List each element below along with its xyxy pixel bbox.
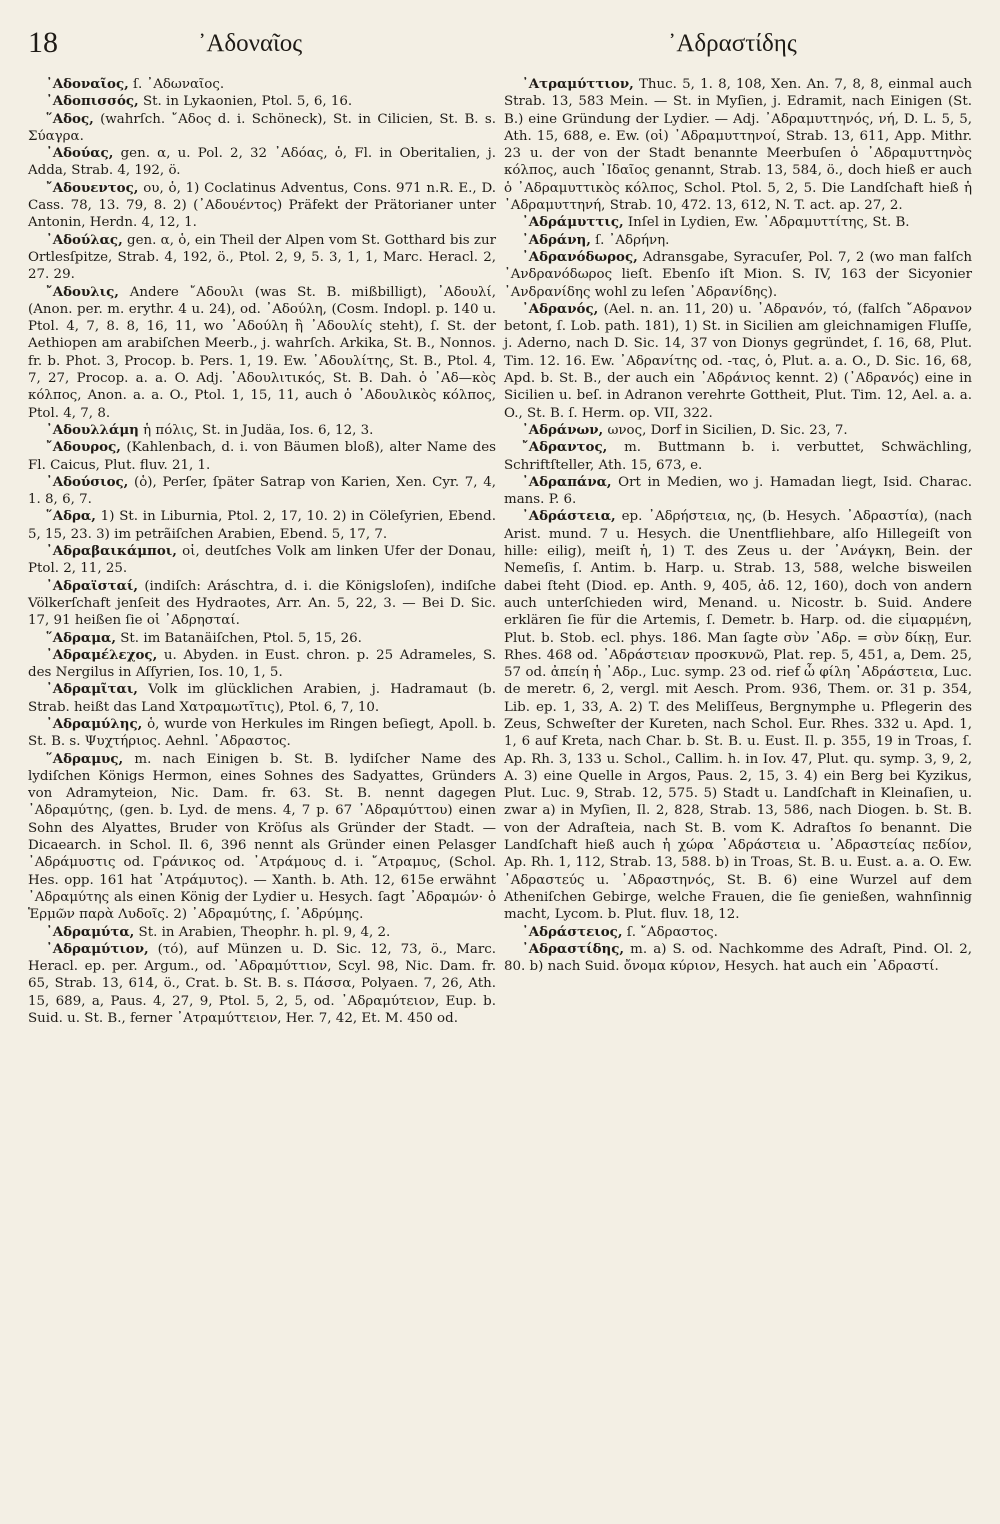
- dictionary-entry: [504, 439, 972, 474]
- dictionary-entry: [28, 630, 496, 647]
- entry-headword: ᾽Αδραμύτα,: [46, 923, 135, 940]
- entry-text: m. Buttmann b. i. verbuttet, Schwächling, Schriftſteller, Ath. 15, 673, e.: [504, 440, 972, 473]
- entry-headword: ᾽Αδουλλάμη: [46, 421, 139, 438]
- entry-headword: ᾽Αδραπάνα,: [522, 473, 612, 490]
- entry-headword: ᾽Αδοναῖος,: [46, 76, 129, 92]
- entry-text: m. a) S. od. Nachkomme des Adraſt, Pind. Ol. 2, 80. b) nach Suid. ὄνομα κύριον, Hesych. hat auch ein ᾽Αδραστί.: [504, 941, 972, 975]
- left-column: [28, 76, 496, 1027]
- entry-headword: ᾽Αδούας,: [46, 145, 114, 162]
- entry-text: m. nach Einigen b. St. B. lydiſcher Name des lydiſchen Königs Hermon, eines Sohnes des Sadyattes, Gründers von Adramyteion, Nic. Dam. fr. 63. St. B. nennt dagegen ᾽Αδραμύτης, (gen. b. Lyd. de mens. 4, 7 p. 67 ᾽Αδραμύττου) einen Sohn des Alyattes, Bruder von Kröſus als Gründer der Stadt. — Dicaearch. in Schol. Il. 6, 396 nennt als Gründer einen Pelasger ᾽Αδράμυστις od. Γράνικος od. ᾽Ατράμους d. i. ῎Ατραμυς, (Schol. Hes. opp. 161 hat ᾽Ατράμυτος). — Xanth. b. Ath. 12, 615e erwähnt ᾽Αδραμύτης als einen König der Lydier u. Hesych. ſagt ᾽Αδραμών· ὁ Ἑρμῶν παρὰ Λυδοῖς. 2) ᾽Αδραμύτης, ſ. ᾽Αδρύμης.: [28, 751, 496, 923]
- dictionary-entry: [28, 578, 496, 630]
- entry-text: gen. α, ὁ, ein Theil der Alpen vom St. Gotthard bis zur Ortlesſpitze, Strab. 4, 192, ö., Ptol. 2, 9, 5. 3, 1, 1, Marc. Heracl. 2, 27. 29.: [28, 232, 496, 283]
- entry-headword: ᾽Ατραμύττιον,: [522, 76, 634, 92]
- entry-headword: ᾽Αδράμυττις,: [522, 214, 624, 231]
- dictionary-entry: [504, 422, 972, 439]
- entry-text: (wahrſch. ῎Αδος d. i. Schöneck), St. in Cilicien, St. B. s. Σύαγρα.: [28, 111, 496, 144]
- entry-text: (Kahlenbach, d. i. von Bäumen bloß), alter Name des Fl. Caicus, Plut. fluv. 21, 1.: [28, 440, 496, 473]
- entry-headword: ᾽Αδραστίδης,: [522, 940, 625, 957]
- entry-text: 1) St. in Liburnia, Ptol. 2, 17, 10. 2) in Cöleſyrien, Ebend. 5, 15, 23. 3) im petrãiſchen Arabien, Ebend. 5, 17, 7.: [28, 509, 496, 542]
- entry-headword: ῎Αδουλις,: [46, 283, 119, 300]
- dictionary-entry: [28, 474, 496, 509]
- entry-headword: ῞Αδραμα,: [46, 629, 116, 646]
- dictionary-entry: [504, 214, 972, 231]
- entry-text: Ort in Medien, wo j. Hamadan liegt, Isid. Charac. mans. P. 6.: [504, 474, 972, 508]
- entry-text: St. in Lykaonien, Ptol. 5, 6, 16.: [138, 94, 353, 110]
- entry-headword: ῞Αδος,: [46, 110, 94, 127]
- entry-headword: ῞Αδρα,: [46, 508, 96, 525]
- entry-text: ὁ, wurde von Herkules im Ringen beſiegt, Apoll. b. St. B. s. Ψυχτήριος. Aehnl. ᾽Αδραστος.: [28, 716, 496, 750]
- entry-text: Andere ῎Αδουλι (was St. B. mißbilligt), ᾽Αδουλί, (Anon. per. m. erythr. 4 u. 24), od. ᾽Αδούλη, (Cosm. Indopl. p. 140 u. Ptol. 4, 7, 8. 8, 16, 11, wo ᾽Αδούλη ἢ ᾽Αδουλίς steht), ſ. St. der Aethiopen am arabiſchen Meerb., j. wahrſch. Arkika, St. B., Nonnos. fr. b. Phot. 3, Procop. b. Pers. 1, 19. Ew. ᾽Αδουλίτης, St. B., Ptol. 4, 7, 27, Procop. a. a. O. Adj. ᾽Αδουλιτικός, St. B. Dah. ὁ ᾽Αδ—κὸς κόλπος, Anon. a. a. O., Ptol. 1, 15, 11, auch ὁ ᾽Αδουλικὸς κόλπος, Ptol. 4, 7, 8.: [28, 284, 496, 421]
- page-header: [28, 22, 972, 66]
- dictionary-entry: [28, 93, 496, 110]
- entry-headword: ῎Αδουρος,: [46, 439, 121, 456]
- entry-text: οἱ, deutſches Volk am linken Ufer der Donau, Ptol. 2, 11, 25.: [28, 544, 496, 577]
- entry-headword: ῎Αδουεντος,: [46, 179, 139, 196]
- entry-headword: ᾽Αδοπισσός,: [46, 93, 139, 110]
- entry-headword: ᾽Αδραμύτιον,: [46, 940, 149, 957]
- dictionary-entry: [504, 249, 972, 301]
- dictionary-entry: [28, 647, 496, 682]
- entry-headword: ᾽Αδραϊσταί,: [46, 577, 139, 594]
- dictionary-entry: [504, 301, 972, 422]
- entry-text: St. im Batanäiſchen, Ptol. 5, 15, 26.: [116, 630, 362, 646]
- entry-text: ep. ᾽Αδρήστεια, ης, (b. Hesych. ᾽Αδραστία), (nach Arist. mund. 7 u. Hesych. die Unentfliehbare, alſo Hillegeiſt von hille: eilig), meiſt ἡ, 1) T. des Zeus u. der ᾽Ανάγκη, Bein. der Nemeſis, ſ. Antim. b. Harp. u. Strab. 13, 588, welche bisweilen dabei ſteht (Diod. ep. Anth. 9, 405, ἀδ. 12, 160), doch von andern auch unterſchieden wird, Menand. u. Nicostr. b. Suid. Andere erklären ſie für die Artemis, ſ. Demetr. b. Harp. od. die εἱμαρμένη, Plut. b. Stob. ecl. phys. 186. Man ſagte σὺν ᾽Αδρ. = σὺν δίκῃ, Eur. Rhes. 468 od. ᾽Αδράστειαν προσκυνῶ, Plat. rep. 5, 451, a, Dem. 25, 57 od. ἀπείη ἡ ᾽Αδρ., Luc. symp. 23 od. rief ὦ φίλη ᾽Αδράστεια, Luc. de meretr. 6, 2, vergl. mit Aesch. Prom. 936, Them. or. 31 p. 354, Lib. ep. 1, 33, A. 2) T. des Meliſſeus, Bergnymphe u. Pflegerin des Zeus, Schweſter der Kureten, nach Schol. Eur. Rhes. 332 u. Apd. 1, 1, 6 auf Kreta, nach Char. b. St. B. u. Eust. Il. p. 355, 19 in Troas, ſ. Ap. Rh. 3, 133 u. Schol., Callim. h. in Iov. 47, Plut. qu. symp. 3, 9, 2, A. 3) eine Quelle in Argos, Paus. 2, 15, 3. 4) ein Berg bei Kyzikus, Plut. Luc. 9, Strab. 12, 575. 5) Stadt u. Landſchaft in Kleinaſien, u. zwar a) in Myſien, Il. 2, 828, Strab. 13, 586, nach Diogen. b. St. B. von der Adraſteia, nach St. B. vom K. Adraſtos ſo benannt. Die Landſchaft hieß auch ἡ χώρα ᾽Αδράστεια u. ᾽Αδραστείας πεδίον, Ap. Rh. 1, 112, Strab. 13, 588. b) in Troas, St. B. u. Eust. a. a. O. Ew. ᾽Αδραστεύς u. ᾽Αδραστηνός, St. B. 6) eine Wurzel auf dem Atheniſchen Gebirge, welche Frauen, die ſie genießen, wahnſinnig macht, Lycom. b. Plut. fluv. 18, 12.: [504, 509, 972, 923]
- dictionary-entry: [28, 543, 496, 578]
- entry-text: St. in Arabien, Theophr. h. pl. 9, 4, 2.: [134, 924, 391, 940]
- entry-headword: ᾽Αδραμῖται,: [46, 681, 138, 698]
- dictionary-entry: [504, 508, 972, 923]
- entry-text: Adransgabe, Syracuſer, Pol. 7, 2 (wo man falſch ᾽Ανδρανόδωρος lieſt. Ebenſo iſt Mion. S. IV, 163 der Sicyonier ᾽Ανδρανίδης wohl zu leſen ᾽Αδρανίδης).: [504, 249, 972, 300]
- entry-text: Inſel in Lydien, Ew. ᾽Αδραμυττίτης, St. B.: [623, 215, 910, 231]
- dictionary-entry: [28, 924, 496, 941]
- running-head-left: ᾽Αδοναῖος: [198, 30, 303, 57]
- dictionary-entry: [28, 232, 496, 284]
- entry-text: (Ael. n. an. 11, 20) u. ᾽Αδρανόν, τό, (falſch ῎Αδρανον betont, ſ. Lob. path. 181), 1) St. in Sicilien am gleichnamigen Fluſſe, j. Aderno, nach D. Sic. 14, 37 von Dionys gegründet, ſ. 16, 68, Plut. Tim. 12. 16. Ew. ᾽Αδρανίτης od. -τας, ὁ, Plut. a. a. O., D. Sic. 16, 68, Apd. b. St. B., der auch ein ᾽Αδράνιος kennt. 2) (᾽Αδρανός) eine in Sicilien u. beſ. in Adranon verehrte Gottheit, Plut. Tim. 12, Ael. a. a. O., St. B. ſ. Herm. op. VII, 322.: [504, 301, 972, 421]
- dictionary-entry: [28, 111, 496, 146]
- entry-headword: ᾽Αδράνων,: [522, 421, 604, 438]
- entry-text: ἡ πόλις, St. in Judäa, Ios. 6, 12, 3.: [138, 422, 374, 438]
- dictionary-entry: [28, 716, 496, 751]
- entry-text: Thuc. 5, 1. 8, 108, Xen. An. 7, 8, 8, einmal auch Strab. 13, 583 Mein. — St. in Myſien, j. Edramit, nach Einigen (St. B.) eine Gründung der Lydier. — Adj. ᾽Αδραμυττηνός, νή, D. L. 5, 5, Ath. 15, 688, e. Ew. (οἱ) ᾽Αδραμυττηνοί, Strab. 13, 611, App. Mithr. 23 u. der von der Stadt benannte Meerbuſen ὁ ᾽Αδραμυττηνὸς κόλπος, auch ᾽Ιδαῖος genannt, Strab. 13, 584, ö., doch hieß er auch ὁ ᾽Αδραμυττικὸς κόλπος, Schol. Ptol. 5, 2, 5. Die Landſchaft hieß ἡ ᾽Αδραμυττηνή, Strab. 10, 472. 13, 612, N. T. act. ap. 27, 2.: [504, 77, 972, 214]
- dictionary-entry: [28, 439, 496, 474]
- entry-text: ου, ὁ, 1) Coclatinus Adventus, Cons. 971 n.R. E., D. Cass. 78, 13. 79, 8. 2) (᾽Αδουέντος) Präfekt der Prätorianer unter Antonin, Herdn. 4, 12, 1.: [28, 180, 496, 231]
- entry-headword: ᾽Αδρανός,: [522, 300, 599, 317]
- entry-text: (ὁ), Perſer, ſpäter Satrap von Karien, Xen. Cyr. 7, 4, 1. 8, 6, 7.: [28, 474, 496, 508]
- entry-text: u. Abyden. in Eust. chron. p. 25 Adrameles, S. des Nergilus in Aſſyrien, Ios. 10, 1, 5.: [28, 647, 496, 681]
- right-column: [504, 76, 972, 1027]
- dictionary-entry: [28, 422, 496, 439]
- dictionary-entry: [28, 180, 496, 232]
- dictionary-entry: [28, 145, 496, 180]
- entry-headword: ᾽Αδράνη,: [522, 231, 591, 248]
- dictionary-entry: [28, 284, 496, 422]
- entry-headword: ᾽Αδρανόδωρος,: [522, 248, 638, 265]
- entry-text: gen. α, u. Pol. 2, 32 ᾽Αδόας, ὁ, Fl. in Oberitalien, j. Adda, Strab. 4, 192, ö.: [28, 146, 496, 179]
- dictionary-entry: [504, 474, 972, 509]
- entry-headword: ᾽Αδούλας,: [46, 231, 123, 248]
- dictionary-entry: [504, 924, 972, 941]
- dictionary-entry: [28, 681, 496, 716]
- entry-headword: ᾽Αδούσιος,: [46, 473, 129, 490]
- entry-text: (indiſch: Aráschtra, d. i. die Königsloſen), indiſche Völkerſchaft jenſeit des Hydraotes, Arr. An. 5, 22, 3. — Bei D. Sic. 17, 91 heißen ſie οἱ ᾽Αδρησταί.: [28, 578, 496, 629]
- dictionary-entry: [28, 751, 496, 924]
- text-columns: [28, 76, 972, 1027]
- entry-text: ſ. ῎Αδραστος.: [622, 924, 718, 940]
- entry-headword: ᾽Αδραβαικάμποι,: [46, 543, 177, 560]
- dictionary-entry: [28, 508, 496, 543]
- entry-headword: ῎Αδραντος,: [522, 439, 608, 456]
- entry-text: ωνος, Dorf in Sicilien, D. Sic. 23, 7.: [603, 422, 848, 438]
- page-number: 18: [28, 26, 58, 59]
- entry-headword: ᾽Αδραμύλης,: [46, 715, 143, 732]
- dictionary-entry: [28, 941, 496, 1027]
- entry-text: Volk im glücklichen Arabien, j. Hadramaut (b. Strab. heißt das Land Χατραμωτῖτις), Ptol. 6, 7, 10.: [28, 682, 496, 715]
- dictionary-entry: [504, 232, 972, 249]
- entry-text: ſ. ᾽Αδρήνη.: [590, 232, 670, 248]
- entry-headword: ᾽Αδράστεια,: [522, 508, 616, 525]
- dictionary-entry: [504, 941, 972, 976]
- dictionary-entry: [28, 76, 496, 93]
- entry-text: (τό), auf Münzen u. D. Sic. 12, 73, ö., Marc. Heracl. ep. per. Argum., od. ᾽Αδραμύττιον, Scyl. 98, Nic. Dam. fr. 65, Strab. 13, 614, ö., Crat. b. St. B. s. Πάσσα, Polyaen. 7, 26, Ath. 15, 689, a, Paus. 4, 27, 9, Ptol. 5, 2, 5, od. ᾽Αδραμύτειον, Eup. b. Suid. u. St. B., ferner ᾽Ατραμύττειον, Her. 7, 42, Et. M. 450 od.: [28, 941, 496, 1027]
- entry-headword: ᾽Αδράστειος,: [522, 923, 623, 940]
- entry-text: ſ. ᾽Αδωναῖος.: [128, 77, 225, 92]
- entry-headword: ῞Αδραμυς,: [46, 750, 124, 767]
- dictionary-entry: [504, 76, 972, 214]
- entry-headword: ᾽Αδραμέλεχος,: [46, 646, 158, 663]
- running-head-right: ᾽Αδραστίδης: [668, 30, 797, 57]
